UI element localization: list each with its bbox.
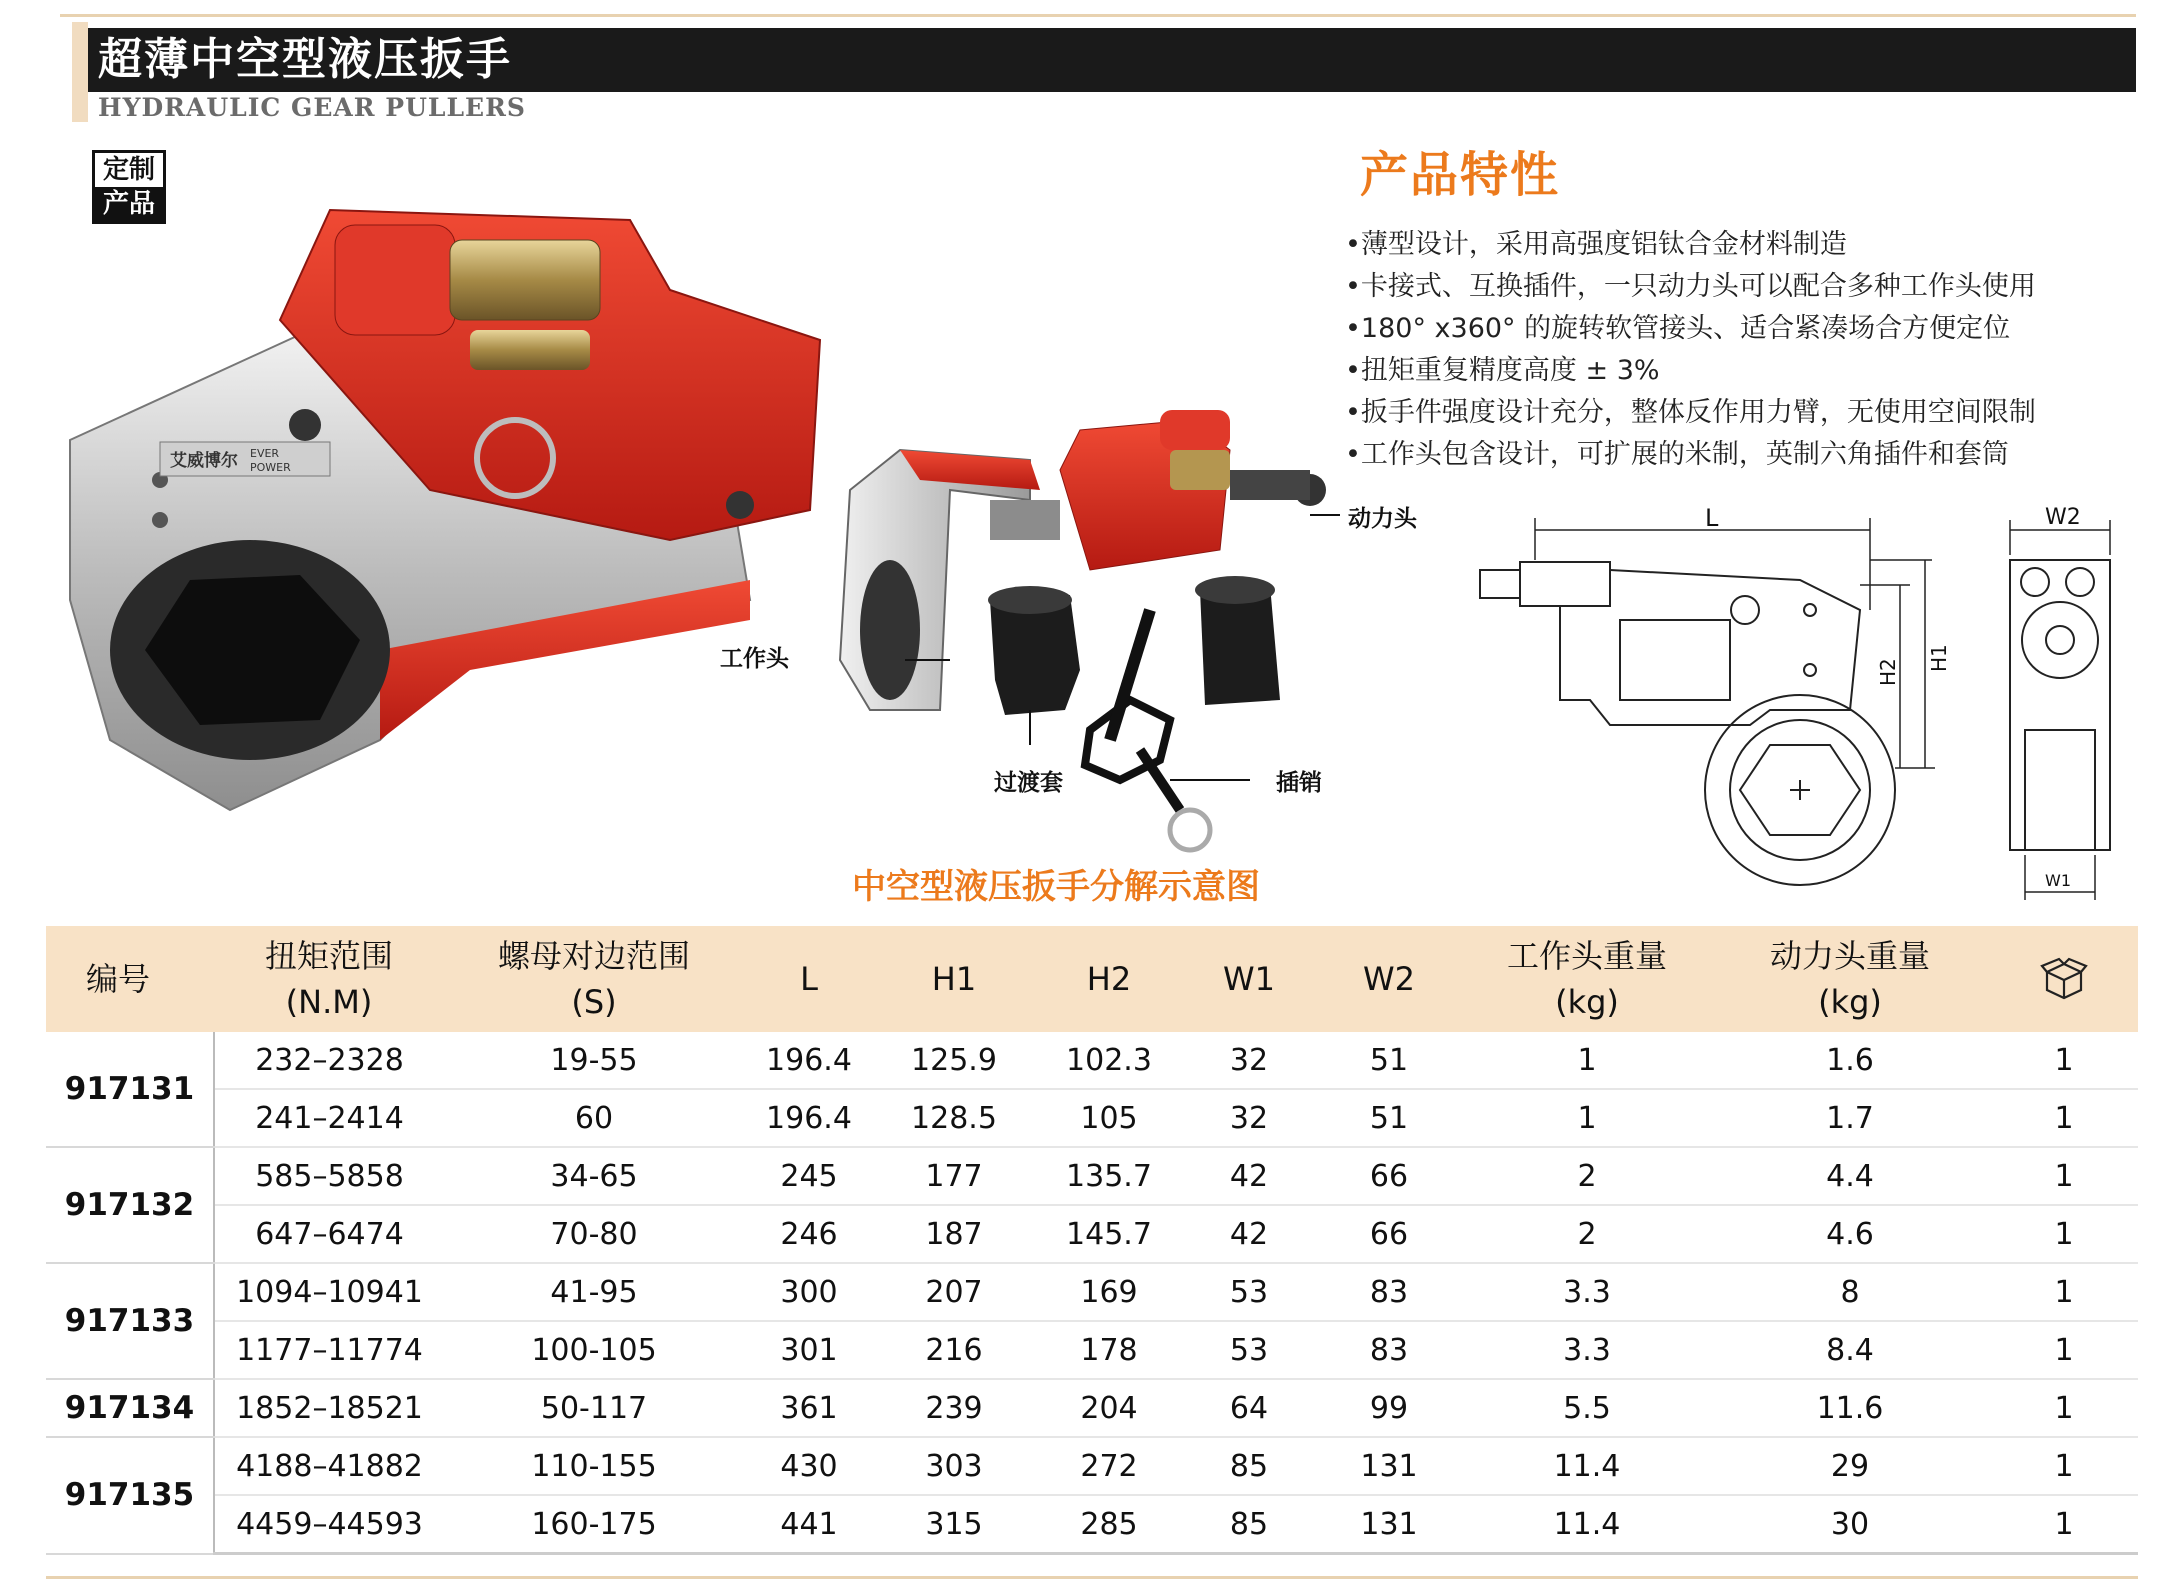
exploded-view-caption: 中空型液压扳手分解示意图 — [852, 867, 1260, 907]
cell-power-head-weight: 1.7 — [1710, 1089, 1990, 1147]
cell-torque-range: 1852–18521 — [214, 1379, 444, 1437]
col-work-weight-line1: 工作头重量 — [1506, 937, 1667, 975]
feature-item: •工作头包含设计，可扩展的米制，英制六角插件和套筒 — [1345, 439, 2009, 470]
cell-dim-H1: 216 — [874, 1321, 1034, 1379]
cell-pack-qty: 1 — [1990, 1379, 2138, 1437]
cell-torque-range: 647–6474 — [214, 1205, 444, 1263]
table-row — [46, 1379, 2138, 1437]
bottom-rule — [46, 1576, 2138, 1579]
col-pack — [1990, 926, 2138, 1032]
cell-dim-W2: 51 — [1314, 1032, 1464, 1089]
model-code: 917131 — [46, 1032, 214, 1147]
cell-dim-H2: 169 — [1034, 1263, 1184, 1321]
cell-nut-range: 70-80 — [444, 1205, 744, 1263]
cell-dim-H1: 125.9 — [874, 1032, 1034, 1089]
dim-label-W2: W2 — [2045, 505, 2081, 530]
cell-dim-W1: 53 — [1184, 1321, 1314, 1379]
table-header-row — [46, 926, 2138, 1032]
cell-dim-H1: 303 — [874, 1437, 1034, 1495]
cell-dim-W1: 85 — [1184, 1495, 1314, 1554]
brand-en-1: EVER — [250, 447, 280, 460]
cell-nut-range: 160-175 — [444, 1495, 744, 1554]
feature-item: •薄型设计，采用高强度铝钛合金材料制造 — [1345, 229, 1847, 260]
cell-pack-qty: 1 — [1990, 1089, 2138, 1147]
feature-item: •卡接式、互换插件，一只动力头可以配合多种工作头使用 — [1345, 271, 2036, 302]
cell-dim-W1: 42 — [1184, 1205, 1314, 1263]
cell-power-head-weight: 30 — [1710, 1495, 1990, 1554]
cell-dim-W2: 131 — [1314, 1437, 1464, 1495]
cell-dim-L: 361 — [744, 1379, 874, 1437]
features-title: 产品特性 — [1360, 147, 1561, 203]
cell-dim-H1: 187 — [874, 1205, 1034, 1263]
model-code: 917133 — [46, 1263, 214, 1379]
spec-table-body — [46, 1032, 2138, 1554]
cell-dim-W2: 83 — [1314, 1321, 1464, 1379]
col-work-weight — [1464, 926, 1710, 1032]
cell-dim-H2: 178 — [1034, 1321, 1184, 1379]
cell-nut-range: 60 — [444, 1089, 744, 1147]
cell-dim-L: 196.4 — [744, 1089, 874, 1147]
cell-dim-H1: 128.5 — [874, 1089, 1034, 1147]
product-image — [50, 180, 830, 820]
badge-line-1: 定制 — [102, 155, 155, 185]
cell-pack-qty: 1 — [1990, 1147, 2138, 1205]
features-list — [1345, 224, 2125, 476]
table-row — [46, 1495, 2138, 1554]
col-torque — [214, 926, 444, 1032]
cell-power-head-weight: 1.6 — [1710, 1032, 1990, 1089]
cell-nut-range: 41-95 — [444, 1263, 744, 1321]
cell-work-head-weight: 1 — [1464, 1032, 1710, 1089]
col-H1: H1 — [931, 960, 977, 998]
cell-power-head-weight: 8 — [1710, 1263, 1990, 1321]
cell-dim-H1: 207 — [874, 1263, 1034, 1321]
top-rule — [60, 14, 2136, 17]
cell-torque-range: 241–2414 — [214, 1089, 444, 1147]
cell-nut-range: 50-117 — [444, 1379, 744, 1437]
cell-pack-qty: 1 — [1990, 1263, 2138, 1321]
cell-torque-range: 585–5858 — [214, 1147, 444, 1205]
cell-work-head-weight: 2 — [1464, 1147, 1710, 1205]
cell-pack-qty: 1 — [1990, 1495, 2138, 1554]
cell-dim-W2: 83 — [1314, 1263, 1464, 1321]
model-code: 917134 — [46, 1379, 214, 1437]
dim-label-W1: W1 — [2045, 871, 2071, 890]
cell-dim-L: 430 — [744, 1437, 874, 1495]
table-row — [46, 1437, 2138, 1495]
col-power-weight — [1710, 926, 1990, 1032]
dim-label-L: L — [1705, 504, 1719, 532]
cell-dim-L: 301 — [744, 1321, 874, 1379]
col-nut-line1: 螺母对边范围 — [497, 937, 690, 975]
brand-cn: 艾威博尔 — [170, 451, 238, 471]
cell-nut-range: 110-155 — [444, 1437, 744, 1495]
cell-dim-W1: 64 — [1184, 1379, 1314, 1437]
page-subtitle: HYDRAULIC GEAR PULLERS — [98, 93, 526, 122]
cell-dim-W1: 32 — [1184, 1089, 1314, 1147]
feature-item: •扭矩重复精度高度 ± 3% — [1345, 355, 1660, 386]
exploded-view-image — [830, 410, 1350, 860]
label-work-head: 工作头 — [720, 646, 789, 672]
model-code: 917135 — [46, 1437, 214, 1554]
feature-item: •扳手件强度设计充分，整体反作用力臂，无使用空间限制 — [1345, 397, 2036, 428]
cell-dim-H2: 145.7 — [1034, 1205, 1184, 1263]
col-W1: W1 — [1223, 960, 1275, 998]
cell-dim-L: 246 — [744, 1205, 874, 1263]
model-code: 917132 — [46, 1147, 214, 1263]
cell-dim-W2: 131 — [1314, 1495, 1464, 1554]
brand-en-2: POWER — [250, 461, 291, 474]
table-row — [46, 1205, 2138, 1263]
table-row — [46, 1147, 2138, 1205]
cell-work-head-weight: 1 — [1464, 1089, 1710, 1147]
cell-work-head-weight: 5.5 — [1464, 1379, 1710, 1437]
badge-line-2: 产品 — [95, 187, 163, 221]
cell-dim-H2: 272 — [1034, 1437, 1184, 1495]
dimension-drawing — [1470, 500, 2150, 905]
cell-dim-W2: 99 — [1314, 1379, 1464, 1437]
label-pin: 插销 — [1276, 770, 1322, 796]
col-torque-line1: 扭矩范围 — [264, 937, 393, 975]
box-icon — [2039, 954, 2089, 1004]
cell-torque-range: 232–2328 — [214, 1032, 444, 1089]
col-code: 编号 — [86, 960, 151, 998]
label-power-head: 动力头 — [1348, 506, 1417, 532]
cell-nut-range: 34-65 — [444, 1147, 744, 1205]
cell-dim-H2: 285 — [1034, 1495, 1184, 1554]
table-row — [46, 1321, 2138, 1379]
cell-dim-H1: 177 — [874, 1147, 1034, 1205]
cell-dim-L: 245 — [744, 1147, 874, 1205]
cell-work-head-weight: 11.4 — [1464, 1437, 1710, 1495]
cell-dim-H2: 105 — [1034, 1089, 1184, 1147]
spec-table — [46, 926, 2138, 1555]
cell-dim-W2: 66 — [1314, 1205, 1464, 1263]
cell-pack-qty: 1 — [1990, 1321, 2138, 1379]
cell-dim-W2: 51 — [1314, 1089, 1464, 1147]
cell-torque-range: 1094–10941 — [214, 1263, 444, 1321]
cell-work-head-weight: 3.3 — [1464, 1321, 1710, 1379]
cell-power-head-weight: 11.6 — [1710, 1379, 1990, 1437]
col-L: L — [800, 960, 818, 998]
table-row — [46, 1263, 2138, 1321]
cell-dim-H1: 239 — [874, 1379, 1034, 1437]
table-row — [46, 1032, 2138, 1089]
cell-work-head-weight: 3.3 — [1464, 1263, 1710, 1321]
col-W2: W2 — [1363, 960, 1415, 998]
cell-torque-range: 1177–11774 — [214, 1321, 444, 1379]
col-nut-line2: (S) — [571, 983, 617, 1021]
dim-label-H2: H2 — [1876, 658, 1900, 686]
cell-pack-qty: 1 — [1990, 1437, 2138, 1495]
cell-dim-H2: 102.3 — [1034, 1032, 1184, 1089]
cell-dim-L: 196.4 — [744, 1032, 874, 1089]
cell-dim-W2: 66 — [1314, 1147, 1464, 1205]
title-accent — [72, 22, 88, 122]
cell-dim-H2: 204 — [1034, 1379, 1184, 1437]
cell-power-head-weight: 4.4 — [1710, 1147, 1990, 1205]
cell-pack-qty: 1 — [1990, 1205, 2138, 1263]
col-nut — [444, 926, 744, 1032]
col-power-weight-line1: 动力头重量 — [1769, 937, 1930, 975]
cell-dim-L: 300 — [744, 1263, 874, 1321]
cell-power-head-weight: 8.4 — [1710, 1321, 1990, 1379]
cell-torque-range: 4188–41882 — [214, 1437, 444, 1495]
page-title: 超薄中空型液压扳手 — [98, 34, 512, 85]
cell-power-head-weight: 29 — [1710, 1437, 1990, 1495]
table-row — [46, 1089, 2138, 1147]
cell-work-head-weight: 2 — [1464, 1205, 1710, 1263]
cell-dim-W1: 42 — [1184, 1147, 1314, 1205]
cell-work-head-weight: 11.4 — [1464, 1495, 1710, 1554]
cell-torque-range: 4459–44593 — [214, 1495, 444, 1554]
feature-item: •180° x360° 的旋转软管接头、适合紧凑场合方便定位 — [1345, 313, 2011, 344]
label-adapter: 过渡套 — [994, 770, 1063, 796]
col-H2: H2 — [1086, 960, 1132, 998]
col-work-weight-line2: (kg) — [1555, 983, 1619, 1021]
col-power-weight-line2: (kg) — [1818, 983, 1882, 1021]
cell-power-head-weight: 4.6 — [1710, 1205, 1990, 1263]
cell-dim-W1: 85 — [1184, 1437, 1314, 1495]
cell-dim-L: 441 — [744, 1495, 874, 1554]
col-torque-line2: (N.M) — [285, 983, 373, 1021]
cell-dim-H2: 135.7 — [1034, 1147, 1184, 1205]
cell-nut-range: 100-105 — [444, 1321, 744, 1379]
cell-nut-range: 19-55 — [444, 1032, 744, 1089]
cell-pack-qty: 1 — [1990, 1032, 2138, 1089]
cell-dim-H1: 315 — [874, 1495, 1034, 1554]
cell-dim-W1: 53 — [1184, 1263, 1314, 1321]
cell-dim-W1: 32 — [1184, 1032, 1314, 1089]
dim-label-H1: H1 — [1927, 644, 1951, 672]
